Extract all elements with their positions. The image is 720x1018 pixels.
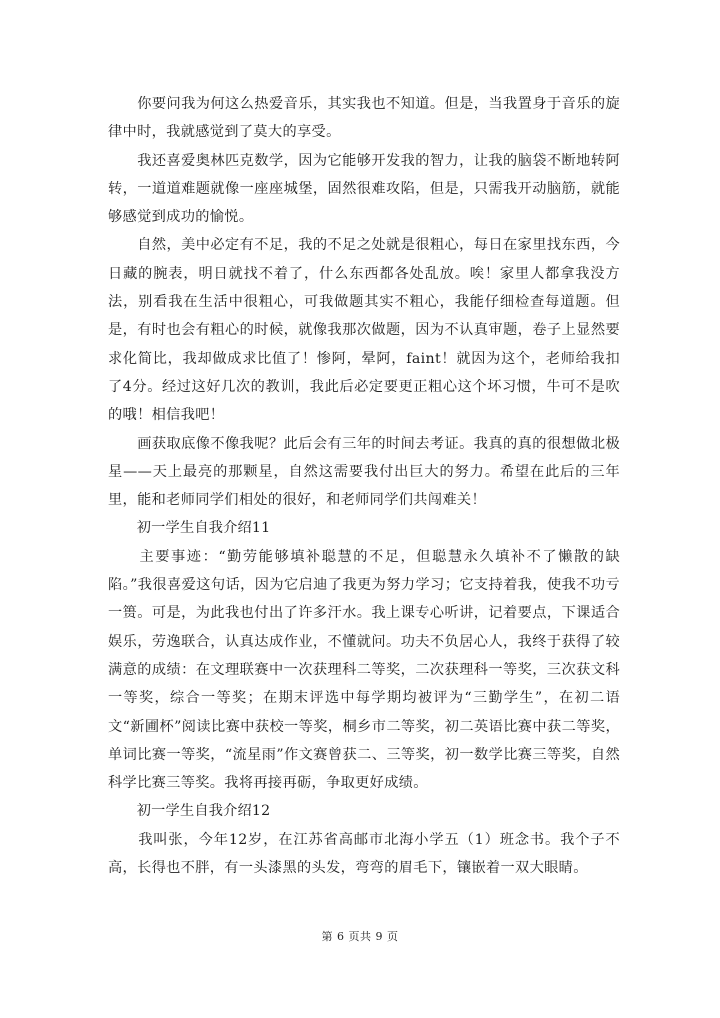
paragraph-music: 你要问我为何这么热爱音乐，其实我也不知道。但是，当我置身于音乐的旋律中时，我就感觉到了莫大的享受。: [108, 96, 620, 141]
section-heading-intro-11: 初一学生自我介绍11: [108, 520, 271, 537]
section-heading-intro-12: 初一学生自我介绍12: [108, 803, 271, 820]
paragraph-shortcomings: 自然，美中必定有不足，我的不足之处就是很粗心，每日在家里找东西，今日藏的腕表，明日就找不着了，什么东西都各处乱放。唉！家里人都拿我没方法，别看我在生活中很粗心，可我做题其实不粗心，我能仔细检查每道题。但是，有时也会有粗心的时候，就像我那次做题，因为不认真审题，卷子上显然要求化简比，我却做成求比值了！惨阿，晕阿，faint！就因为这个，老师给我扣了4分。经过这好几次的教训，我此后必定要更正粗心这个坏习惯，牛可不是吹的哦！相信我吧！: [108, 237, 620, 424]
paragraph-main-achievements: 主要事迹：“勤劳能够填补聪慧的不足，但聪慧永久填补不了懒散的缺陷。”我很喜爱这句话，因为它启迪了我更为努力学习；它支持着我，使我不功亏一篑。可是，为此我也付出了许多汗水。我上课专心听讲，记着要点，下课适合娱乐，劳逸联合，认真达成作业，不懂就问。功夫不负居心人，我终于获得了较满意的成绩：在文理联赛中一次获理科二等奖，二次获理科一等奖，三次获文科一等奖，综合一等奖；在期末评选中每学期均被评为“三勤学生”，在初二语文“新圃杯”阅读比赛中获校一等奖，桐乡市二等奖，初二英语比赛中获二等奖，单词比赛一等奖，“流星雨”作文赛曾获二、三等奖，初一数学比赛三等奖，自然科学比赛三等奖。我将再接再砺，争取更好成绩。: [108, 548, 620, 792]
paragraph-north-star: 画获取底像不像我呢？此后会有三年的时间去考证。我真的真的很想做北极星——天上最亮的那颗星，自然这需要我付出巨大的努力。希望在此后的三年里，能和老师同学们相处的很好，和老师同学们共闯难关！: [108, 435, 620, 509]
document-body: [108, 90, 620, 882]
page-number-footer: 第 6 页共 9 页: [321, 930, 399, 943]
paragraph-self-introduction: 我叫张，今年12岁，在江苏省高邮市北海小学五（1）班念书。我个子不高，长得也不胖，有一头漆黑的头发，弯弯的眉毛下，镶嵌着一双大眼睛。: [108, 831, 620, 877]
paragraph-olympiad-math: 我还喜爱奥林匹克数学，因为它能够开发我的智力，让我的脑袋不断地转阿转，一道道难题就像一座座城堡，固然很难攻陷，但是，只需我开动脑筋，就能够感觉到成功的愉悦。: [108, 152, 620, 226]
